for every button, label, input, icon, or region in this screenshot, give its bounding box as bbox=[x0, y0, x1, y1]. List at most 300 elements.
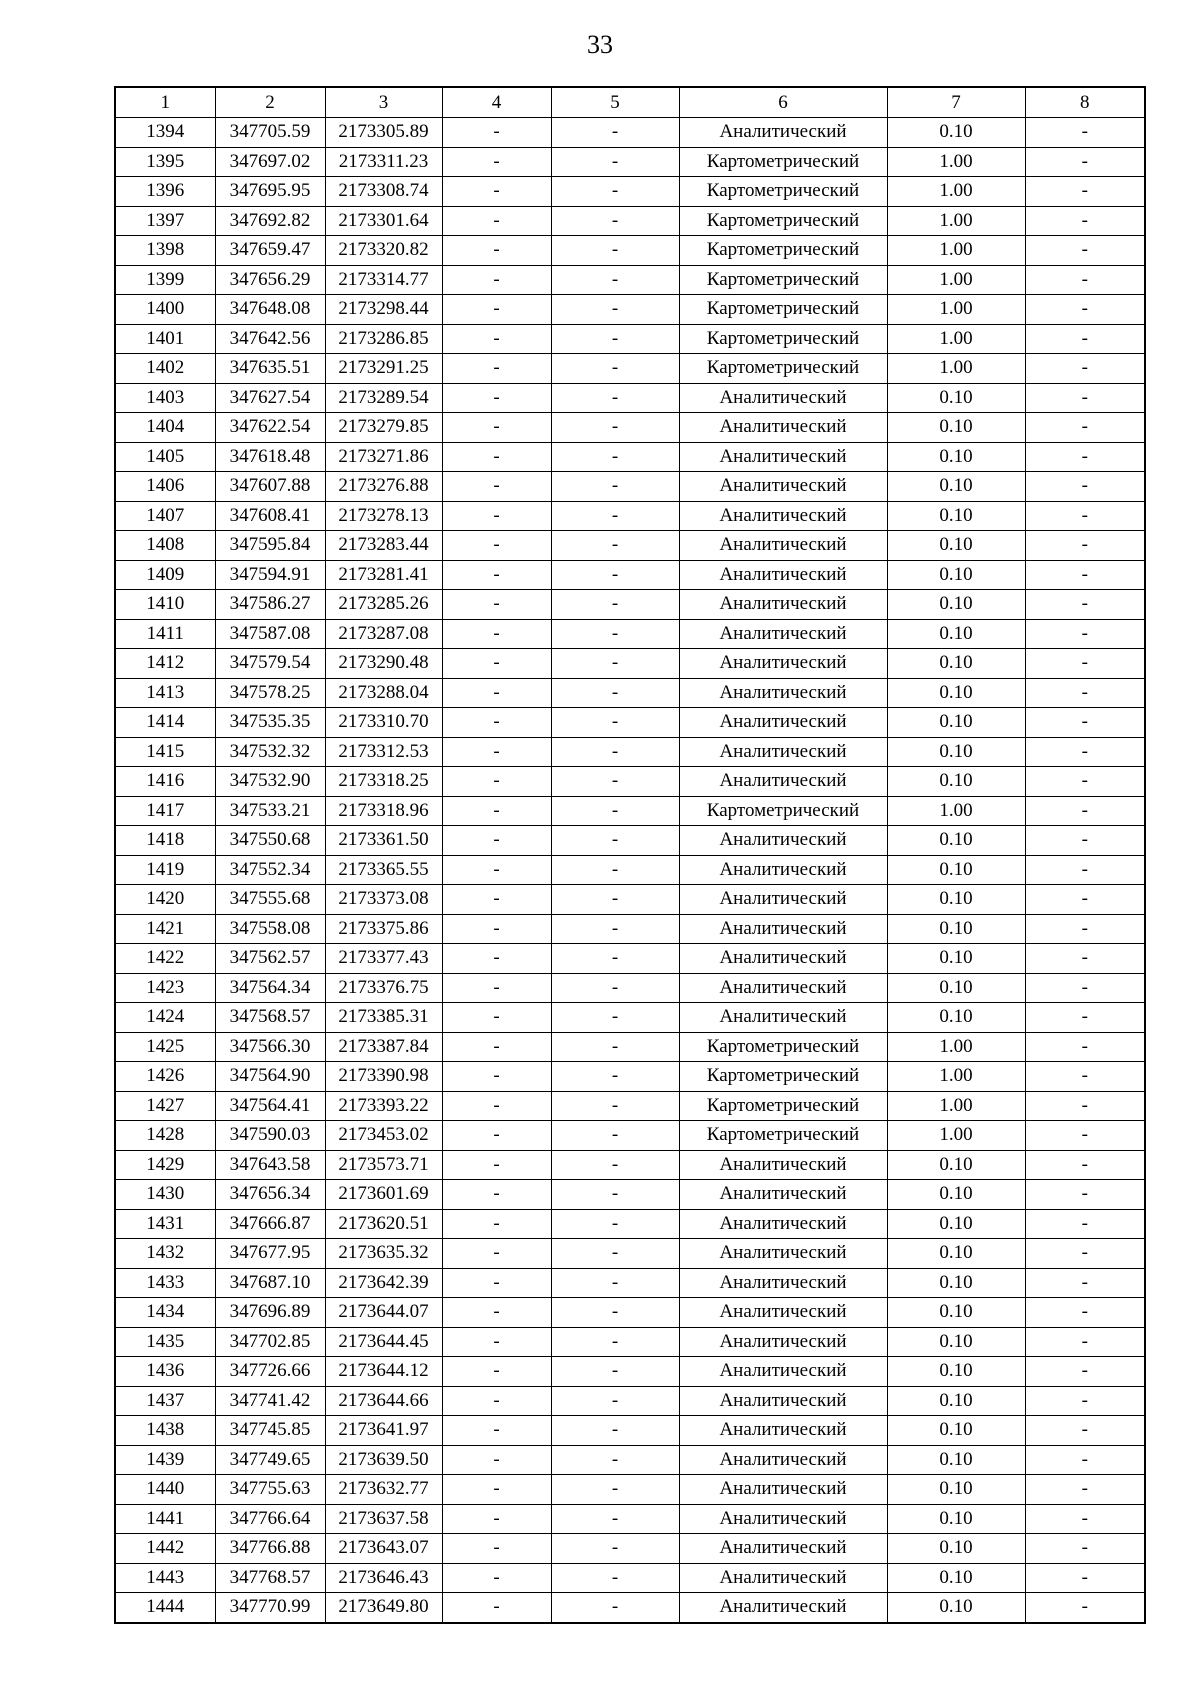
col5-cell: - bbox=[551, 590, 679, 620]
table-row bbox=[115, 560, 1145, 590]
col5-cell: - bbox=[551, 619, 679, 649]
col8-cell: - bbox=[1025, 1150, 1145, 1180]
accuracy-cell: 1.00 bbox=[887, 1062, 1025, 1092]
table-row bbox=[115, 826, 1145, 856]
method-cell: Аналитический bbox=[679, 1298, 887, 1328]
accuracy-cell: 0.10 bbox=[887, 1504, 1025, 1534]
method-cell: Аналитический bbox=[679, 826, 887, 856]
y-coordinate-cell: 2173289.54 bbox=[325, 383, 442, 413]
accuracy-cell: 0.10 bbox=[887, 619, 1025, 649]
col4-cell: - bbox=[442, 1003, 551, 1033]
method-cell: Аналитический bbox=[679, 1504, 887, 1534]
col4-cell: - bbox=[442, 914, 551, 944]
col5-cell: - bbox=[551, 354, 679, 384]
col8-cell: - bbox=[1025, 1298, 1145, 1328]
col8-cell: - bbox=[1025, 1091, 1145, 1121]
x-coordinate-cell: 347770.99 bbox=[215, 1593, 325, 1623]
col8-cell: - bbox=[1025, 413, 1145, 443]
x-coordinate-cell: 347535.35 bbox=[215, 708, 325, 738]
point-number-cell: 1406 bbox=[115, 472, 215, 502]
method-cell: Аналитический bbox=[679, 1386, 887, 1416]
table-row bbox=[115, 619, 1145, 649]
col4-cell: - bbox=[442, 767, 551, 797]
table-row bbox=[115, 737, 1145, 767]
point-number-cell: 1394 bbox=[115, 118, 215, 148]
y-coordinate-cell: 2173278.13 bbox=[325, 501, 442, 531]
table-row bbox=[115, 708, 1145, 738]
col8-cell: - bbox=[1025, 206, 1145, 236]
y-coordinate-cell: 2173635.32 bbox=[325, 1239, 442, 1269]
y-coordinate-cell: 2173320.82 bbox=[325, 236, 442, 266]
table-row bbox=[115, 944, 1145, 974]
y-coordinate-cell: 2173291.25 bbox=[325, 354, 442, 384]
x-coordinate-cell: 347656.29 bbox=[215, 265, 325, 295]
col8-cell: - bbox=[1025, 1062, 1145, 1092]
method-cell: Картометрический bbox=[679, 147, 887, 177]
point-number-cell: 1396 bbox=[115, 177, 215, 207]
point-number-cell: 1401 bbox=[115, 324, 215, 354]
col4-cell: - bbox=[442, 383, 551, 413]
accuracy-cell: 0.10 bbox=[887, 885, 1025, 915]
method-cell: Аналитический bbox=[679, 1445, 887, 1475]
col8-cell: - bbox=[1025, 1563, 1145, 1593]
point-number-cell: 1411 bbox=[115, 619, 215, 649]
col5-cell: - bbox=[551, 914, 679, 944]
column-header: 3 bbox=[325, 87, 442, 118]
y-coordinate-cell: 2173298.44 bbox=[325, 295, 442, 325]
y-coordinate-cell: 2173279.85 bbox=[325, 413, 442, 443]
table-row bbox=[115, 1032, 1145, 1062]
y-coordinate-cell: 2173390.98 bbox=[325, 1062, 442, 1092]
y-coordinate-cell: 2173290.48 bbox=[325, 649, 442, 679]
method-cell: Аналитический bbox=[679, 1003, 887, 1033]
x-coordinate-cell: 347608.41 bbox=[215, 501, 325, 531]
accuracy-cell: 0.10 bbox=[887, 767, 1025, 797]
col5-cell: - bbox=[551, 324, 679, 354]
method-cell: Аналитический bbox=[679, 1416, 887, 1446]
x-coordinate-cell: 347648.08 bbox=[215, 295, 325, 325]
x-coordinate-cell: 347687.10 bbox=[215, 1268, 325, 1298]
col5-cell: - bbox=[551, 1209, 679, 1239]
x-coordinate-cell: 347607.88 bbox=[215, 472, 325, 502]
accuracy-cell: 1.00 bbox=[887, 1121, 1025, 1151]
y-coordinate-cell: 2173286.85 bbox=[325, 324, 442, 354]
x-coordinate-cell: 347552.34 bbox=[215, 855, 325, 885]
col5-cell: - bbox=[551, 1504, 679, 1534]
col4-cell: - bbox=[442, 973, 551, 1003]
method-cell: Аналитический bbox=[679, 973, 887, 1003]
y-coordinate-cell: 2173311.23 bbox=[325, 147, 442, 177]
x-coordinate-cell: 347705.59 bbox=[215, 118, 325, 148]
table-row bbox=[115, 855, 1145, 885]
y-coordinate-cell: 2173385.31 bbox=[325, 1003, 442, 1033]
y-coordinate-cell: 2173377.43 bbox=[325, 944, 442, 974]
col8-cell: - bbox=[1025, 472, 1145, 502]
col5-cell: - bbox=[551, 147, 679, 177]
col5-cell: - bbox=[551, 973, 679, 1003]
col8-cell: - bbox=[1025, 1268, 1145, 1298]
y-coordinate-cell: 2173632.77 bbox=[325, 1475, 442, 1505]
col8-cell: - bbox=[1025, 1475, 1145, 1505]
accuracy-cell: 0.10 bbox=[887, 1475, 1025, 1505]
x-coordinate-cell: 347745.85 bbox=[215, 1416, 325, 1446]
col5-cell: - bbox=[551, 737, 679, 767]
x-coordinate-cell: 347564.41 bbox=[215, 1091, 325, 1121]
col5-cell: - bbox=[551, 413, 679, 443]
point-number-cell: 1427 bbox=[115, 1091, 215, 1121]
point-number-cell: 1442 bbox=[115, 1534, 215, 1564]
x-coordinate-cell: 347696.89 bbox=[215, 1298, 325, 1328]
table-row bbox=[115, 1239, 1145, 1269]
y-coordinate-cell: 2173601.69 bbox=[325, 1180, 442, 1210]
col8-cell: - bbox=[1025, 236, 1145, 266]
x-coordinate-cell: 347590.03 bbox=[215, 1121, 325, 1151]
x-coordinate-cell: 347594.91 bbox=[215, 560, 325, 590]
y-coordinate-cell: 2173375.86 bbox=[325, 914, 442, 944]
x-coordinate-cell: 347697.02 bbox=[215, 147, 325, 177]
point-number-cell: 1397 bbox=[115, 206, 215, 236]
method-cell: Картометрический bbox=[679, 796, 887, 826]
accuracy-cell: 1.00 bbox=[887, 236, 1025, 266]
point-number-cell: 1431 bbox=[115, 1209, 215, 1239]
col5-cell: - bbox=[551, 1062, 679, 1092]
point-number-cell: 1404 bbox=[115, 413, 215, 443]
method-cell: Аналитический bbox=[679, 472, 887, 502]
col4-cell: - bbox=[442, 885, 551, 915]
col8-cell: - bbox=[1025, 501, 1145, 531]
y-coordinate-cell: 2173365.55 bbox=[325, 855, 442, 885]
method-cell: Аналитический bbox=[679, 1357, 887, 1387]
col8-cell: - bbox=[1025, 1534, 1145, 1564]
y-coordinate-cell: 2173644.12 bbox=[325, 1357, 442, 1387]
point-number-cell: 1435 bbox=[115, 1327, 215, 1357]
col5-cell: - bbox=[551, 1416, 679, 1446]
accuracy-cell: 0.10 bbox=[887, 531, 1025, 561]
col8-cell: - bbox=[1025, 1032, 1145, 1062]
y-coordinate-cell: 2173637.58 bbox=[325, 1504, 442, 1534]
method-cell: Картометрический bbox=[679, 265, 887, 295]
x-coordinate-cell: 347749.65 bbox=[215, 1445, 325, 1475]
col8-cell: - bbox=[1025, 1121, 1145, 1151]
table-row bbox=[115, 118, 1145, 148]
table-row bbox=[115, 649, 1145, 679]
y-coordinate-cell: 2173361.50 bbox=[325, 826, 442, 856]
point-number-cell: 1409 bbox=[115, 560, 215, 590]
col5-cell: - bbox=[551, 1298, 679, 1328]
col8-cell: - bbox=[1025, 590, 1145, 620]
col8-cell: - bbox=[1025, 442, 1145, 472]
accuracy-cell: 0.10 bbox=[887, 1386, 1025, 1416]
col8-cell: - bbox=[1025, 619, 1145, 649]
y-coordinate-cell: 2173393.22 bbox=[325, 1091, 442, 1121]
point-number-cell: 1398 bbox=[115, 236, 215, 266]
y-coordinate-cell: 2173644.66 bbox=[325, 1386, 442, 1416]
table-body bbox=[115, 118, 1145, 1623]
col5-cell: - bbox=[551, 206, 679, 236]
table-row bbox=[115, 295, 1145, 325]
accuracy-cell: 1.00 bbox=[887, 147, 1025, 177]
col4-cell: - bbox=[442, 1209, 551, 1239]
table-row bbox=[115, 206, 1145, 236]
method-cell: Аналитический bbox=[679, 914, 887, 944]
accuracy-cell: 1.00 bbox=[887, 354, 1025, 384]
col8-cell: - bbox=[1025, 1327, 1145, 1357]
y-coordinate-cell: 2173301.64 bbox=[325, 206, 442, 236]
x-coordinate-cell: 347532.90 bbox=[215, 767, 325, 797]
column-header: 5 bbox=[551, 87, 679, 118]
col8-cell: - bbox=[1025, 147, 1145, 177]
accuracy-cell: 0.10 bbox=[887, 442, 1025, 472]
method-cell: Аналитический bbox=[679, 619, 887, 649]
col4-cell: - bbox=[442, 472, 551, 502]
x-coordinate-cell: 347586.27 bbox=[215, 590, 325, 620]
accuracy-cell: 0.10 bbox=[887, 1327, 1025, 1357]
col8-cell: - bbox=[1025, 1239, 1145, 1269]
col4-cell: - bbox=[442, 649, 551, 679]
method-cell: Картометрический bbox=[679, 354, 887, 384]
method-cell: Аналитический bbox=[679, 531, 887, 561]
table-row bbox=[115, 1209, 1145, 1239]
point-number-cell: 1400 bbox=[115, 295, 215, 325]
x-coordinate-cell: 347768.57 bbox=[215, 1563, 325, 1593]
col4-cell: - bbox=[442, 1357, 551, 1387]
col5-cell: - bbox=[551, 649, 679, 679]
col5-cell: - bbox=[551, 885, 679, 915]
table-row bbox=[115, 1416, 1145, 1446]
x-coordinate-cell: 347627.54 bbox=[215, 383, 325, 413]
method-cell: Аналитический bbox=[679, 767, 887, 797]
x-coordinate-cell: 347741.42 bbox=[215, 1386, 325, 1416]
accuracy-cell: 0.10 bbox=[887, 1239, 1025, 1269]
accuracy-cell: 0.10 bbox=[887, 118, 1025, 148]
method-cell: Аналитический bbox=[679, 1563, 887, 1593]
col5-cell: - bbox=[551, 1180, 679, 1210]
x-coordinate-cell: 347656.34 bbox=[215, 1180, 325, 1210]
y-coordinate-cell: 2173285.26 bbox=[325, 590, 442, 620]
col4-cell: - bbox=[442, 1091, 551, 1121]
accuracy-cell: 0.10 bbox=[887, 1180, 1025, 1210]
point-number-cell: 1440 bbox=[115, 1475, 215, 1505]
point-number-cell: 1426 bbox=[115, 1062, 215, 1092]
point-number-cell: 1433 bbox=[115, 1268, 215, 1298]
accuracy-cell: 0.10 bbox=[887, 973, 1025, 1003]
x-coordinate-cell: 347558.08 bbox=[215, 914, 325, 944]
y-coordinate-cell: 2173276.88 bbox=[325, 472, 442, 502]
point-number-cell: 1420 bbox=[115, 885, 215, 915]
y-coordinate-cell: 2173649.80 bbox=[325, 1593, 442, 1623]
table-row bbox=[115, 472, 1145, 502]
point-number-cell: 1428 bbox=[115, 1121, 215, 1151]
accuracy-cell: 0.10 bbox=[887, 708, 1025, 738]
col5-cell: - bbox=[551, 767, 679, 797]
table-row bbox=[115, 1534, 1145, 1564]
x-coordinate-cell: 347533.21 bbox=[215, 796, 325, 826]
page-number: 33 bbox=[587, 30, 613, 59]
accuracy-cell: 0.10 bbox=[887, 1209, 1025, 1239]
table-row bbox=[115, 1121, 1145, 1151]
col8-cell: - bbox=[1025, 531, 1145, 561]
point-number-cell: 1414 bbox=[115, 708, 215, 738]
table-row bbox=[115, 767, 1145, 797]
method-cell: Аналитический bbox=[679, 885, 887, 915]
col4-cell: - bbox=[442, 206, 551, 236]
x-coordinate-cell: 347564.90 bbox=[215, 1062, 325, 1092]
col4-cell: - bbox=[442, 1268, 551, 1298]
header-row bbox=[115, 87, 1145, 118]
col5-cell: - bbox=[551, 1445, 679, 1475]
x-coordinate-cell: 347666.87 bbox=[215, 1209, 325, 1239]
col4-cell: - bbox=[442, 560, 551, 590]
table-row bbox=[115, 1504, 1145, 1534]
col4-cell: - bbox=[442, 1563, 551, 1593]
col4-cell: - bbox=[442, 295, 551, 325]
col8-cell: - bbox=[1025, 1180, 1145, 1210]
method-cell: Аналитический bbox=[679, 442, 887, 472]
y-coordinate-cell: 2173453.02 bbox=[325, 1121, 442, 1151]
col5-cell: - bbox=[551, 560, 679, 590]
point-number-cell: 1410 bbox=[115, 590, 215, 620]
y-coordinate-cell: 2173287.08 bbox=[325, 619, 442, 649]
col4-cell: - bbox=[442, 413, 551, 443]
method-cell: Аналитический bbox=[679, 855, 887, 885]
table-row bbox=[115, 796, 1145, 826]
accuracy-cell: 0.10 bbox=[887, 413, 1025, 443]
col5-cell: - bbox=[551, 944, 679, 974]
point-number-cell: 1444 bbox=[115, 1593, 215, 1623]
accuracy-cell: 0.10 bbox=[887, 1593, 1025, 1623]
table-row bbox=[115, 1593, 1145, 1623]
col8-cell: - bbox=[1025, 354, 1145, 384]
accuracy-cell: 0.10 bbox=[887, 1416, 1025, 1446]
col4-cell: - bbox=[442, 1032, 551, 1062]
col5-cell: - bbox=[551, 796, 679, 826]
point-number-cell: 1425 bbox=[115, 1032, 215, 1062]
accuracy-cell: 0.10 bbox=[887, 914, 1025, 944]
col5-cell: - bbox=[551, 708, 679, 738]
col4-cell: - bbox=[442, 619, 551, 649]
col8-cell: - bbox=[1025, 1209, 1145, 1239]
col8-cell: - bbox=[1025, 324, 1145, 354]
column-header: 1 bbox=[115, 87, 215, 118]
y-coordinate-cell: 2173376.75 bbox=[325, 973, 442, 1003]
col8-cell: - bbox=[1025, 855, 1145, 885]
accuracy-cell: 0.10 bbox=[887, 649, 1025, 679]
point-number-cell: 1439 bbox=[115, 1445, 215, 1475]
accuracy-cell: 0.10 bbox=[887, 1003, 1025, 1033]
method-cell: Аналитический bbox=[679, 737, 887, 767]
point-number-cell: 1408 bbox=[115, 531, 215, 561]
method-cell: Картометрический bbox=[679, 177, 887, 207]
table-row bbox=[115, 973, 1145, 1003]
column-header: 8 bbox=[1025, 87, 1145, 118]
point-number-cell: 1412 bbox=[115, 649, 215, 679]
y-coordinate-cell: 2173646.43 bbox=[325, 1563, 442, 1593]
col5-cell: - bbox=[551, 1091, 679, 1121]
point-number-cell: 1443 bbox=[115, 1563, 215, 1593]
col4-cell: - bbox=[442, 678, 551, 708]
col5-cell: - bbox=[551, 1032, 679, 1062]
col5-cell: - bbox=[551, 1386, 679, 1416]
x-coordinate-cell: 347566.30 bbox=[215, 1032, 325, 1062]
method-cell: Аналитический bbox=[679, 1150, 887, 1180]
y-coordinate-cell: 2173314.77 bbox=[325, 265, 442, 295]
col8-cell: - bbox=[1025, 1445, 1145, 1475]
col4-cell: - bbox=[442, 1445, 551, 1475]
table-row bbox=[115, 531, 1145, 561]
y-coordinate-cell: 2173305.89 bbox=[325, 118, 442, 148]
coordinates-table bbox=[114, 86, 1146, 1624]
x-coordinate-cell: 347578.25 bbox=[215, 678, 325, 708]
col5-cell: - bbox=[551, 177, 679, 207]
x-coordinate-cell: 347642.56 bbox=[215, 324, 325, 354]
y-coordinate-cell: 2173373.08 bbox=[325, 885, 442, 915]
table-row bbox=[115, 413, 1145, 443]
col4-cell: - bbox=[442, 1475, 551, 1505]
col5-cell: - bbox=[551, 501, 679, 531]
method-cell: Аналитический bbox=[679, 708, 887, 738]
col5-cell: - bbox=[551, 236, 679, 266]
y-coordinate-cell: 2173308.74 bbox=[325, 177, 442, 207]
col4-cell: - bbox=[442, 324, 551, 354]
method-cell: Картометрический bbox=[679, 206, 887, 236]
x-coordinate-cell: 347755.63 bbox=[215, 1475, 325, 1505]
method-cell: Аналитический bbox=[679, 590, 887, 620]
method-cell: Аналитический bbox=[679, 560, 887, 590]
accuracy-cell: 0.10 bbox=[887, 1445, 1025, 1475]
col8-cell: - bbox=[1025, 1003, 1145, 1033]
y-coordinate-cell: 2173644.07 bbox=[325, 1298, 442, 1328]
y-coordinate-cell: 2173387.84 bbox=[325, 1032, 442, 1062]
col5-cell: - bbox=[551, 1268, 679, 1298]
accuracy-cell: 0.10 bbox=[887, 855, 1025, 885]
point-number-cell: 1403 bbox=[115, 383, 215, 413]
col4-cell: - bbox=[442, 590, 551, 620]
x-coordinate-cell: 347692.82 bbox=[215, 206, 325, 236]
col8-cell: - bbox=[1025, 265, 1145, 295]
point-number-cell: 1441 bbox=[115, 1504, 215, 1534]
method-cell: Аналитический bbox=[679, 1180, 887, 1210]
col4-cell: - bbox=[442, 1504, 551, 1534]
column-header: 2 bbox=[215, 87, 325, 118]
col8-cell: - bbox=[1025, 1504, 1145, 1534]
col5-cell: - bbox=[551, 1003, 679, 1033]
col8-cell: - bbox=[1025, 383, 1145, 413]
x-coordinate-cell: 347766.64 bbox=[215, 1504, 325, 1534]
x-coordinate-cell: 347677.95 bbox=[215, 1239, 325, 1269]
x-coordinate-cell: 347587.08 bbox=[215, 619, 325, 649]
col8-cell: - bbox=[1025, 1386, 1145, 1416]
col4-cell: - bbox=[442, 1327, 551, 1357]
col4-cell: - bbox=[442, 1386, 551, 1416]
col5-cell: - bbox=[551, 855, 679, 885]
col5-cell: - bbox=[551, 118, 679, 148]
y-coordinate-cell: 2173271.86 bbox=[325, 442, 442, 472]
col5-cell: - bbox=[551, 1121, 679, 1151]
method-cell: Картометрический bbox=[679, 324, 887, 354]
point-number-cell: 1399 bbox=[115, 265, 215, 295]
col8-cell: - bbox=[1025, 1357, 1145, 1387]
col8-cell: - bbox=[1025, 118, 1145, 148]
col5-cell: - bbox=[551, 826, 679, 856]
col8-cell: - bbox=[1025, 708, 1145, 738]
x-coordinate-cell: 347595.84 bbox=[215, 531, 325, 561]
accuracy-cell: 1.00 bbox=[887, 295, 1025, 325]
accuracy-cell: 1.00 bbox=[887, 1091, 1025, 1121]
accuracy-cell: 0.10 bbox=[887, 678, 1025, 708]
table-row bbox=[115, 1298, 1145, 1328]
col4-cell: - bbox=[442, 1298, 551, 1328]
accuracy-cell: 1.00 bbox=[887, 206, 1025, 236]
